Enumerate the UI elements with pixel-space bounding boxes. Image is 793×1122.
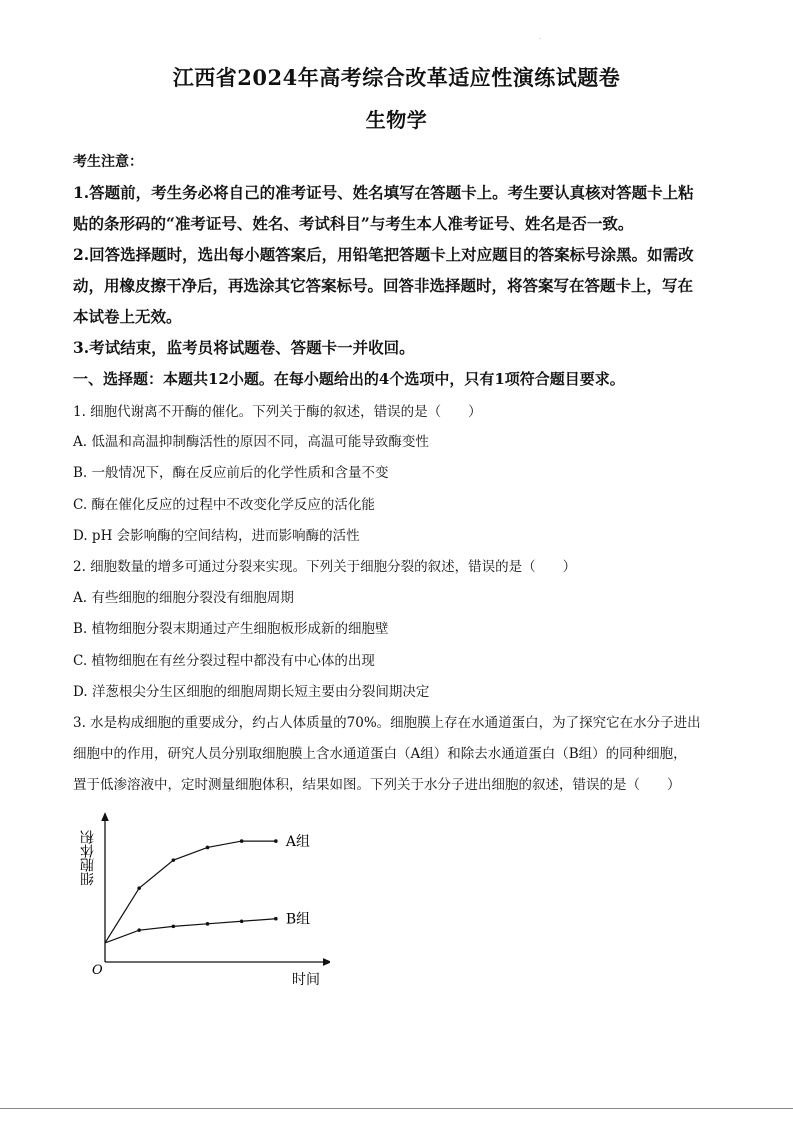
option: D. 洋葱根尖分生区细胞的细胞周期长短主要由分裂间期决定 <box>73 684 430 700</box>
question-text: 置于低渗溶液中，定时测量细胞体积，结果如图。下列关于水分子进出细胞的叙述，错误的是（ ） <box>73 777 681 793</box>
question-text: 3. 水是构成细胞的重要成分，约占人体质量的70%。细胞膜上存在水通道蛋白，为了探究它在水分子进出 <box>73 715 701 731</box>
data-point <box>240 839 244 843</box>
option: B. 一般情况下，酶在反应前后的化学性质和含量不变 <box>73 465 389 481</box>
notice-line: 本试卷上无效。 <box>73 307 182 326</box>
section-heading: 一、选择题：本题共12小题。在每小题给出的4个选项中，只有1项符合题目要求。 <box>73 370 625 388</box>
notice-line: 动，用橡皮擦干净后，再选涂其它答案标号。回答非选择题时，将答案写在答题卡上，写在 <box>73 276 694 295</box>
notice-line: 1.答题前，考生务必将自己的准考证号、姓名填写在答题卡上。考生要认真核对答题卡上粘 <box>73 183 694 202</box>
exam-title: 江西省2024年高考综合改革适应性演练试题卷 <box>172 65 621 90</box>
data-point <box>274 839 278 843</box>
data-point <box>137 886 141 890</box>
data-point <box>172 925 176 929</box>
data-point <box>274 917 278 921</box>
data-point <box>172 858 176 862</box>
speck: . <box>539 34 541 41</box>
page-bottom-rule <box>0 1108 793 1109</box>
option: A. 有些细胞的细胞分裂没有细胞周期 <box>73 590 294 606</box>
cell-volume-chart <box>70 808 330 993</box>
question-stem: 1. 细胞代谢离不开酶的催化。下列关于酶的叙述，错误的是（ ） <box>73 404 482 420</box>
option: C. 植物细胞在有丝分裂过程中都没有中心体的出现 <box>73 653 375 669</box>
series-label: B组 <box>285 911 311 928</box>
origin-label: O <box>92 963 103 978</box>
data-point <box>137 928 141 932</box>
option: D. pH 会影响酶的空间结构，进而影响酶的活性 <box>73 528 360 544</box>
data-point <box>206 846 210 850</box>
data-point <box>206 922 210 926</box>
notice-line: 3.考试结束，监考员将试题卷、答题卡一并收回。 <box>73 338 415 357</box>
option: C. 酶在催化反应的过程中不改变化学反应的活化能 <box>73 497 375 513</box>
question-text: 细胞中的作用，研究人员分别取细胞膜上含水通道蛋白（A组）和除去水通道蛋白（B组）的同种细胞， <box>73 746 687 762</box>
option: B. 植物细胞分裂末期通过产生细胞板形成新的细胞壁 <box>73 621 389 637</box>
x-axis-label: 时间 <box>292 972 320 988</box>
series-line-a <box>105 841 276 943</box>
question-stem: 2. 细胞数量的增多可通过分裂来实现。下列关于细胞分裂的叙述，错误的是（ ） <box>73 559 577 575</box>
option: A. 低温和高温抑制酶活性的原因不同，高温可能导致酶变性 <box>73 434 429 450</box>
notice-line: 贴的条形码的“准考证号、姓名、考试科目”与考生本人准考证号、姓名是否一致。 <box>73 214 634 233</box>
series-label: A组 <box>285 834 310 851</box>
subject-title: 生物学 <box>365 108 428 132</box>
y-axis-label: 细胞体积 <box>80 830 96 886</box>
notice-heading: 考生注意： <box>73 154 143 170</box>
data-point <box>240 919 244 923</box>
notice-line: 2.回答选择题时，选出每小题答案后，用铅笔把答题卡上对应题目的答案标号涂黑。如需改 <box>73 245 694 264</box>
series-line-b <box>105 919 276 943</box>
